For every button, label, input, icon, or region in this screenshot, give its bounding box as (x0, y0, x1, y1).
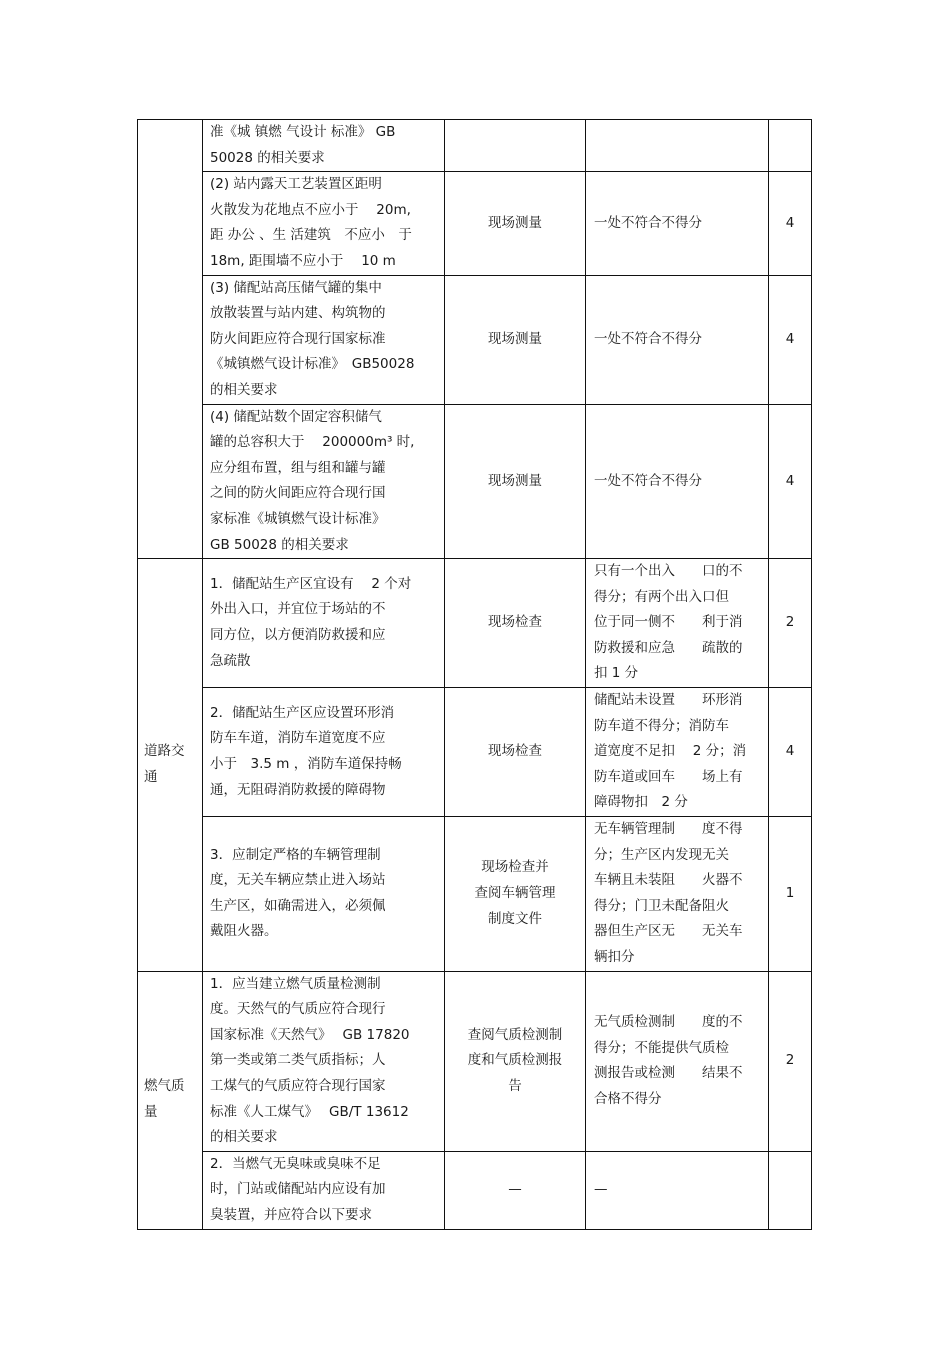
method-cell-line: 制度文件 (488, 910, 542, 927)
table-row (138, 404, 812, 559)
table-row (138, 559, 812, 688)
scoring-rule-cell (586, 817, 769, 972)
category-cell (138, 559, 203, 972)
scoring-rule-cell-line: 障碍物扣 2 分 (594, 794, 688, 811)
score-cell (769, 1151, 812, 1229)
table-row (138, 275, 812, 404)
method-cell-line: 告 (508, 1077, 522, 1094)
scoring-rule-cell-line: 一处不符合不得分 (594, 330, 702, 347)
requirement-cell-line: 度。天然气的气质应符合现行 (210, 1001, 386, 1018)
method-cell-line: 现场检查并 (481, 859, 549, 876)
requirement-cell-line: 防车车道，消防车道宽度不应 (210, 730, 386, 747)
score-cell: 4 (769, 275, 812, 404)
score-cell: 4 (769, 172, 812, 275)
requirement-cell-line: 距 办公 、生 活建筑 不应小 于 (210, 227, 412, 244)
method-cell (445, 688, 586, 817)
requirement-cell-line: 应分组布置，组与组和罐与罐 (210, 459, 386, 476)
table-row (138, 817, 812, 972)
method-cell (445, 172, 586, 275)
scoring-rule-cell-line: 器但生产区无 无关车 (594, 923, 743, 940)
scoring-rule-cell (586, 404, 769, 559)
scoring-rule-cell (586, 559, 769, 688)
scoring-rule-cell-line: 防车道或回车 场上有 (594, 768, 743, 785)
scoring-rule-cell-line: 得分；不能提供气质检 (594, 1039, 729, 1056)
table-row (138, 172, 812, 275)
scoring-rule-cell-line: 储配站未设置 环形消 (594, 692, 743, 709)
scoring-rule-cell-line: 无气质检测制 度的不 (594, 1013, 743, 1030)
requirement-cell-line: 同方位，以方便消防救援和应 (210, 627, 386, 644)
requirement-cell-line: GB 50028 的相关要求 (210, 536, 349, 553)
method-cell (445, 971, 586, 1151)
scoring-rule-cell-line: 扣 1 分 (594, 665, 639, 682)
requirement-cell-line: 放散装置与站内建、构筑物的 (210, 305, 386, 322)
scoring-rule-cell-line: 防车道不得分；消防车 (594, 717, 729, 734)
requirement-cell-line: 准《城 镇燃 气设计 标准》 GB (210, 124, 396, 140)
table-row (138, 120, 812, 172)
method-cell-line: 现场测量 (488, 472, 542, 489)
method-cell (445, 817, 586, 972)
scoring-rule-cell (586, 1151, 769, 1229)
category-cell (138, 120, 203, 559)
requirement-cell-line: 的相关要求 (210, 1129, 278, 1146)
scoring-rule-cell (586, 120, 769, 172)
requirement-cell-line: 度，无关车辆应禁止进入场站 (210, 872, 386, 889)
method-cell-line: 查阅车辆管理 (474, 885, 556, 902)
scoring-rule-cell (586, 172, 769, 275)
scoring-rule-cell-line: 分；生产区内发现无关 (594, 846, 729, 863)
table-row (138, 1151, 812, 1229)
scoring-rule-cell-line: 合格不得分 (594, 1090, 662, 1107)
requirement-cell (203, 404, 445, 559)
requirement-cell-line: (2) 站内露天工艺装置区距明 (210, 176, 382, 193)
requirement-cell-line: (4) 储配站数个固定容积储气 (210, 408, 382, 425)
requirement-cell-line: 2．当燃气无臭味或臭味不足 (210, 1155, 381, 1172)
method-cell-line: — (508, 1181, 522, 1198)
requirement-cell-line: 1．储配站生产区宜设有 2 个对 (210, 575, 412, 592)
score-cell: 2 (769, 971, 812, 1151)
requirement-cell-line: 第一类或第二类气质指标；人 (210, 1052, 386, 1069)
scoring-rule-cell-line: 道宽度不足扣 2 分；消 (594, 743, 747, 760)
method-cell-line: 现场检查 (488, 743, 542, 760)
scoring-rule-cell-line: 一处不符合不得分 (594, 214, 702, 231)
requirement-cell-line: 小于 3.5 m ，消防车道保持畅 (210, 756, 402, 773)
score-cell: 4 (769, 688, 812, 817)
category-cell (138, 971, 203, 1229)
score-cell: 1 (769, 817, 812, 972)
requirement-cell-line: 1．应当建立燃气质量检测制 (210, 975, 381, 992)
table-row (138, 688, 812, 817)
requirement-cell (203, 120, 445, 172)
requirement-cell-line: 《城镇燃气设计标准》 GB50028 (210, 356, 415, 373)
scoring-rule-cell-line: 无车辆管理制 度不得 (594, 821, 743, 838)
scoring-rule-cell-line: 只有一个出入 口的不 (594, 563, 743, 580)
method-cell-line: 现场测量 (488, 214, 542, 231)
requirement-cell-line: 国家标准《天然气》 GB 17820 (210, 1026, 410, 1043)
scoring-rule-cell-line: 位于同一侧不 利于消 (594, 614, 743, 631)
requirement-cell-line: 之间的防火间距应符合现行国 (210, 485, 386, 502)
scoring-rule-cell-line: 一处不符合不得分 (594, 472, 702, 489)
method-cell (445, 404, 586, 559)
method-cell-line: 度和气质检测报 (467, 1052, 563, 1069)
requirement-cell-line: (3) 储配站高压储气罐的集中 (210, 279, 382, 296)
requirement-cell-line: 3．应制定严格的车辆管理制 (210, 846, 381, 863)
requirement-cell (203, 688, 445, 817)
scoring-rule-cell-line: 车辆且未装阻 火器不 (594, 872, 743, 889)
method-cell (445, 1151, 586, 1229)
category-cell-line: 通 (144, 768, 158, 785)
standards-table (137, 119, 812, 1230)
table-row (138, 971, 812, 1151)
requirement-cell (203, 817, 445, 972)
method-cell-line: 现场检查 (488, 614, 542, 631)
requirement-cell (203, 172, 445, 275)
requirement-cell-line: 急疏散 (210, 652, 251, 669)
scoring-rule-cell-line: 防救援和应急 疏散的 (594, 639, 743, 656)
score-cell: 4 (769, 404, 812, 559)
requirement-cell-line: 通，无阻碍消防救援的障碍物 (210, 781, 386, 798)
scoring-rule-cell (586, 275, 769, 404)
method-cell (445, 559, 586, 688)
requirement-cell (203, 971, 445, 1151)
scoring-rule-cell-line: 测报告或检测 结果不 (594, 1065, 743, 1082)
requirement-cell (203, 559, 445, 688)
scoring-rule-cell (586, 971, 769, 1151)
scoring-rule-cell (586, 688, 769, 817)
requirement-cell-line: 臭装置，并应符合以下要求 (210, 1206, 372, 1223)
requirement-cell-line: 罐的总容积大于 200000m³ 时, (210, 434, 415, 451)
method-cell (445, 120, 586, 172)
requirement-cell-line: 防火间距应符合现行国家标准 (210, 330, 386, 347)
method-cell-line: 查阅气质检测制 (467, 1026, 563, 1043)
requirement-cell-line: 外出入口，并宜位于场站的不 (210, 601, 386, 618)
requirement-cell-line: 2．储配站生产区应设置环形消 (210, 704, 395, 721)
method-cell (445, 275, 586, 404)
requirement-cell-line: 工煤气的气质应符合现行国家 (210, 1077, 386, 1094)
requirement-cell-line: 家标准《城镇燃气设计标准》 (210, 510, 386, 527)
scoring-rule-cell-line: 辆扣分 (594, 949, 635, 965)
requirement-cell (203, 275, 445, 404)
score-cell: 2 (769, 559, 812, 688)
requirement-cell-line: 的相关要求 (210, 381, 278, 398)
category-cell-line: 燃气质 (144, 1078, 185, 1095)
requirement-cell (203, 1151, 445, 1229)
scoring-rule-cell-line: — (594, 1181, 608, 1198)
scoring-rule-cell-line: 得分；门卫未配备阻火 (594, 897, 729, 914)
requirement-cell-line: 火散发为花地点不应小于 20m, (210, 201, 411, 218)
requirement-cell-line: 18m, 距围墙不应小于 10 m (210, 252, 396, 269)
requirement-cell-line: 标准《人工煤气》 GB/T 13612 (210, 1103, 409, 1120)
scoring-rule-cell-line: 得分；有两个出入口但 (594, 588, 729, 605)
requirement-cell-line: 生产区，如确需进入，必须佩 (210, 897, 386, 914)
score-cell (769, 120, 812, 172)
requirement-cell-line: 50028 的相关要求 (210, 149, 325, 166)
requirement-cell-line: 戴阻火器。 (210, 923, 278, 940)
method-cell-line: 现场测量 (488, 330, 542, 347)
requirement-cell-line: 时，门站或储配站内应设有加 (210, 1181, 386, 1198)
category-cell-line: 道路交 (144, 743, 185, 760)
category-cell-line: 量 (144, 1104, 158, 1121)
